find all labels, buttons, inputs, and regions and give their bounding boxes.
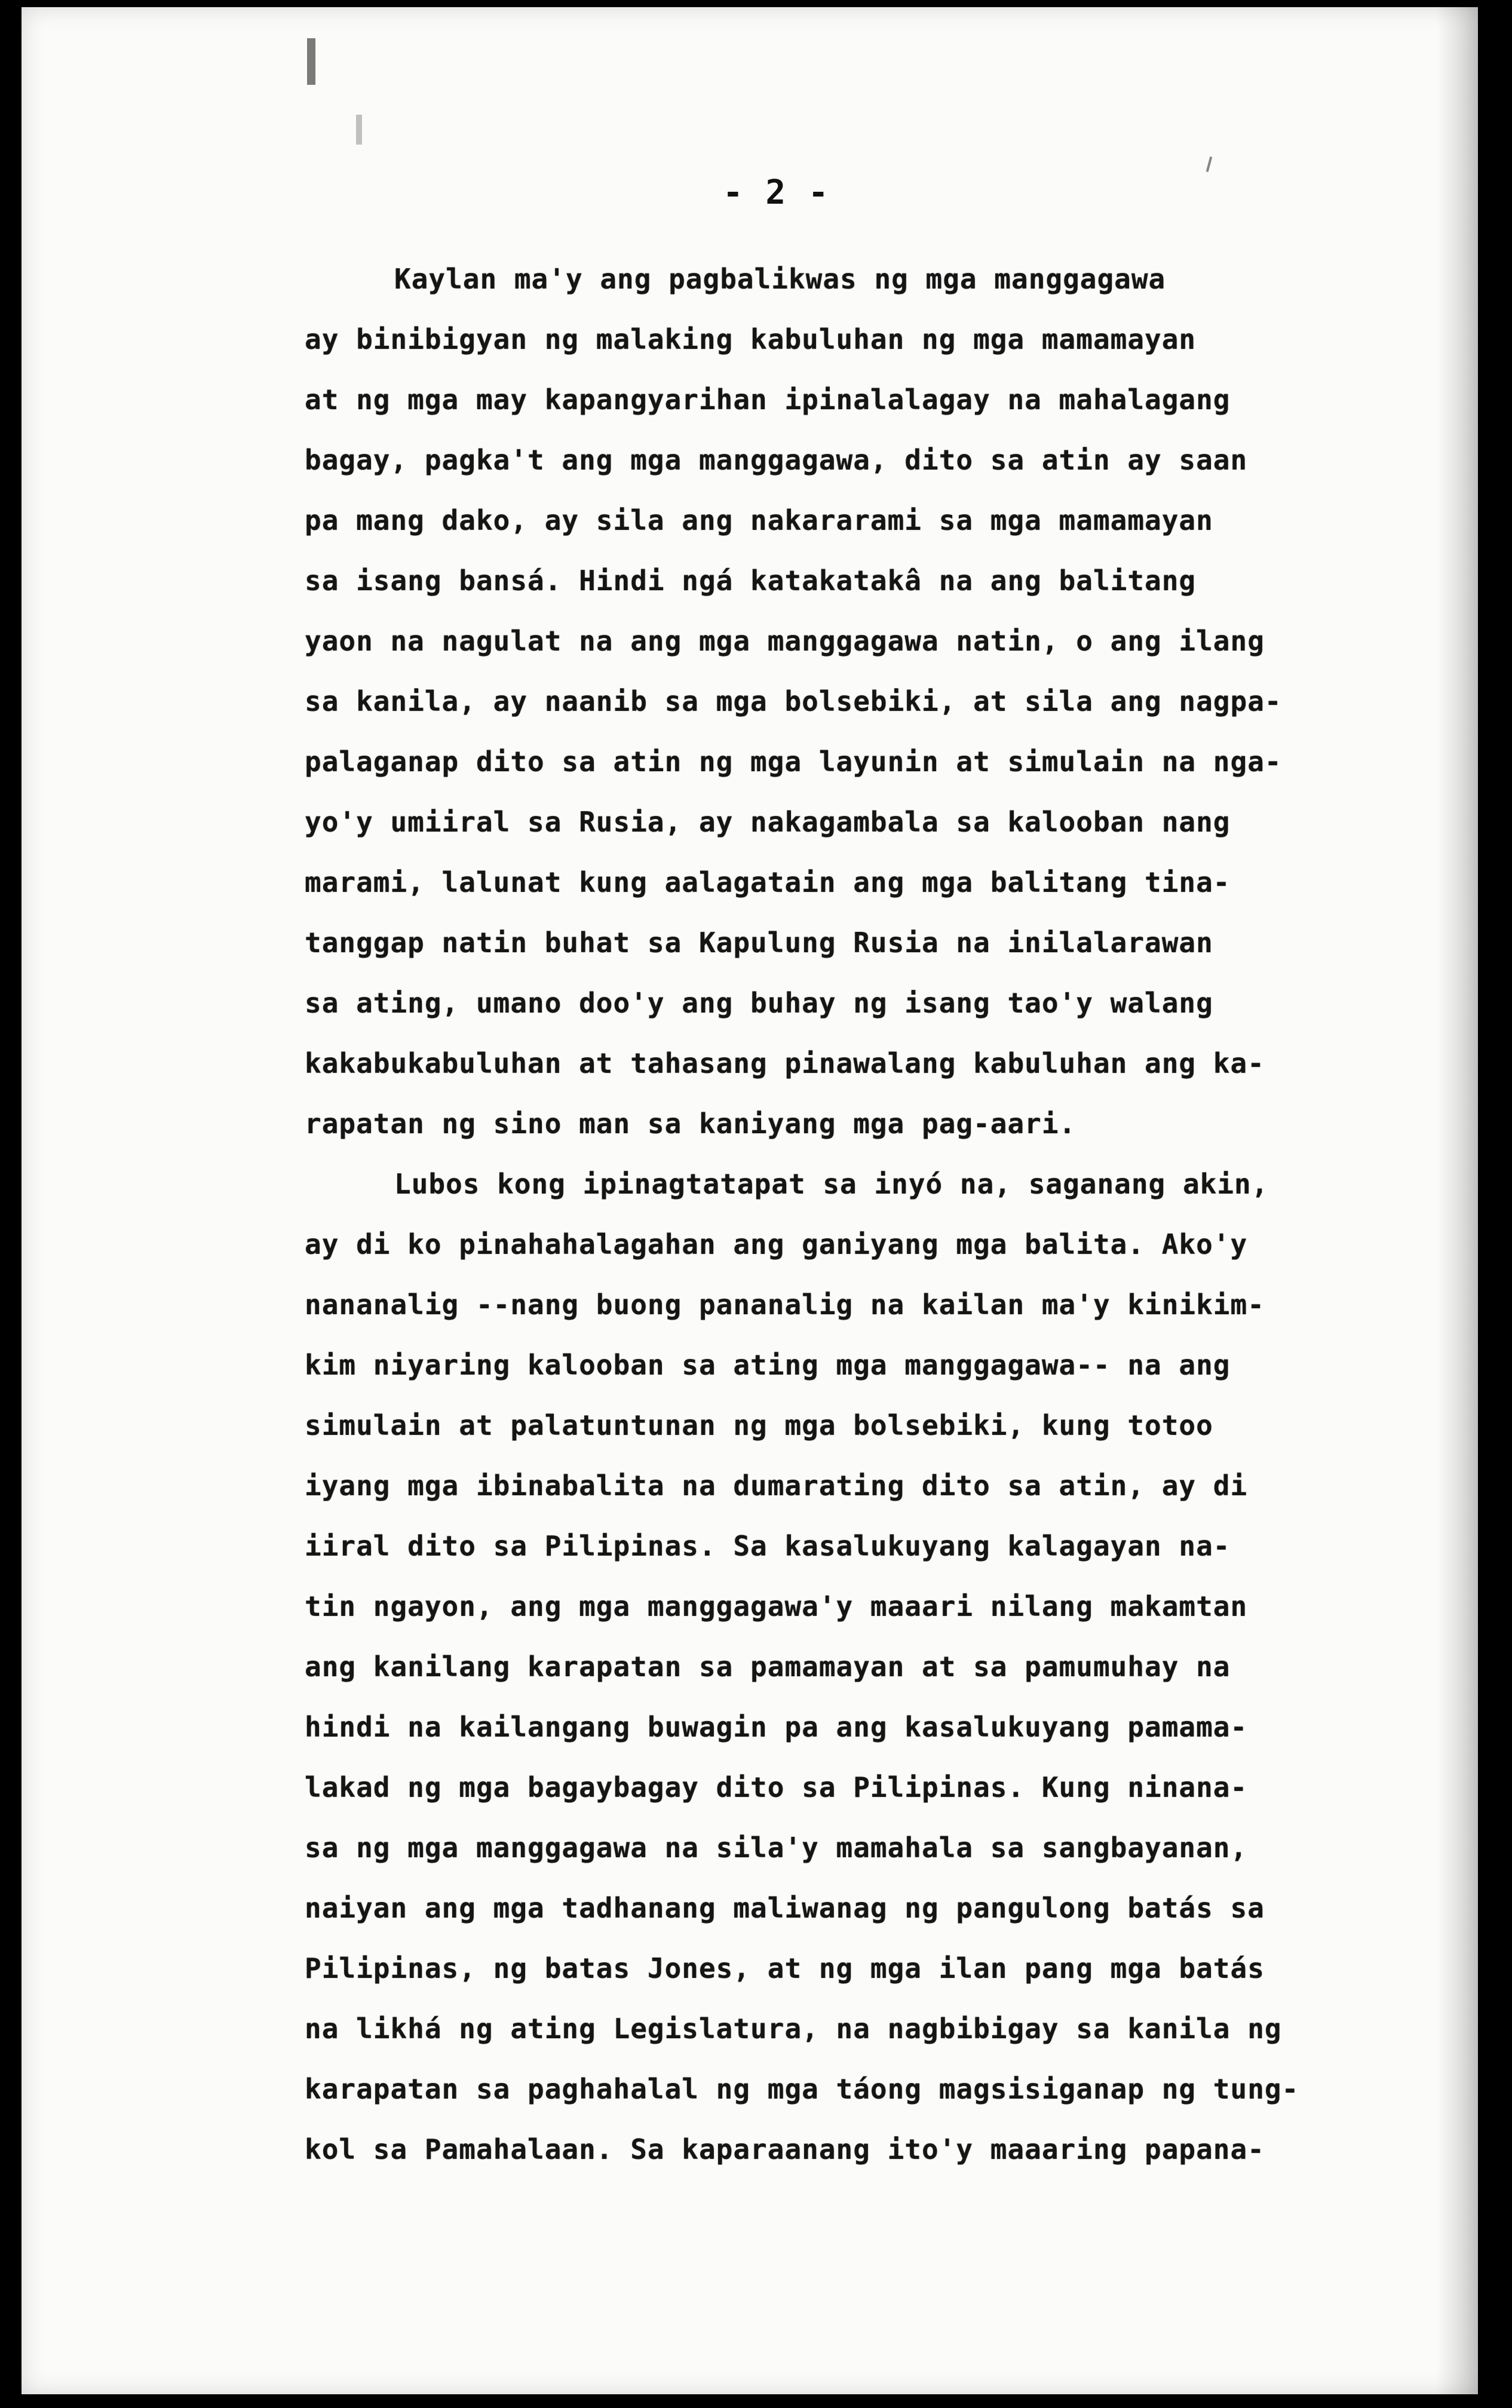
text-line: naiyan ang mga tadhanang maliwanag ng pangulong batás sa <box>305 1892 1265 1924</box>
scan-artifact-mark <box>1206 157 1213 172</box>
text-line: rapatan ng sino man sa kaniyang mga pag-aari. <box>305 1108 1077 1140</box>
text-line: kakabukabuluhan at tahasang pinawalang kabuluhan ang ka- <box>305 1047 1265 1079</box>
text-line: kim niyaring kalooban sa ating mga manggagawa-- na ang <box>305 1349 1231 1381</box>
text-line: simulain at palatuntunan ng mga bolsebiki, kung totoo <box>305 1409 1213 1441</box>
text-line: kol sa Pamahalaan. Sa kaparaanang ito'y maaaring papana- <box>305 2133 1265 2165</box>
paper-edge-shadow <box>1436 7 1478 2394</box>
text-line: sa isang bansá. Hindi ngá katakatakâ na ang balitang <box>305 565 1197 597</box>
text-line: ay di ko pinahahalagahan ang ganiyang mga balita. Ako'y <box>305 1228 1248 1260</box>
scan-artifact-mark <box>307 38 315 85</box>
text-line: marami, lalunat kung aalagatain ang mga balitang tina- <box>305 866 1231 898</box>
text-line: yaon na nagulat na ang mga manggagawa natin, o ang ilang <box>305 625 1265 657</box>
text-line: yo'y umiiral sa Rusia, ay nakagambala sa kalooban nang <box>305 806 1231 838</box>
text-line: Lubos kong ipinagtatapat sa inyó na, saganang akin, <box>394 1168 1269 1200</box>
text-line: iyang mga ibinabalita na dumarating dito sa atin, ay di <box>305 1470 1248 1502</box>
text-line: sa ating, umano doo'y ang buhay ng isang tao'y walang <box>305 987 1213 1019</box>
text-line: karapatan sa paghahalal ng mga táong magsisiganap ng tung- <box>305 2073 1299 2105</box>
text-line: Pilipinas, ng batas Jones, at ng mga ilan pang mga batás <box>305 1952 1265 1984</box>
text-line: sa kanila, ay naanib sa mga bolsebiki, at sila ang nagpa- <box>305 685 1282 717</box>
text-line: lakad ng mga bagaybagay dito sa Pilipinas. Kung ninana- <box>305 1771 1248 1803</box>
text-line: sa ng mga manggagawa na sila'y mamahala sa sangbayanan, <box>305 1832 1248 1864</box>
text-line: Kaylan ma'y ang pagbalikwas ng mga manggagawa <box>394 263 1166 295</box>
text-line: ay binibigyan ng malaking kabuluhan ng mga mamamayan <box>305 323 1197 355</box>
text-line: tanggap natin buhat sa Kapulung Rusia na inilalarawan <box>305 927 1213 959</box>
typewritten-body <box>305 263 1338 2194</box>
text-line: nananalig --nang buong pananalig na kailan ma'y kinikim- <box>305 1289 1265 1321</box>
text-line: at ng mga may kapangyarihan ipinalalagay na mahalagang <box>305 384 1231 416</box>
text-line: pa mang dako, ay sila ang nakararami sa mga mamamayan <box>305 504 1213 536</box>
text-line: palaganap dito sa atin ng mga layunin at simulain na nga- <box>305 746 1282 778</box>
text-line: na likhá ng ating Legislatura, na nagbibigay sa kanila ng <box>305 2013 1282 2045</box>
text-line: ang kanilang karapatan sa pamamayan at sa pamumuhay na <box>305 1651 1231 1683</box>
text-line: iiral dito sa Pilipinas. Sa kasalukuyang kalagayan na- <box>305 1530 1231 1562</box>
text-line: tin ngayon, ang mga manggagawa'y maaari nilang makamtan <box>305 1590 1248 1622</box>
text-line: hindi na kailangang buwagin pa ang kasalukuyang pamama- <box>305 1711 1248 1743</box>
scan-artifact-mark <box>356 115 362 145</box>
text-line: bagay, pagka't ang mga manggagawa, dito sa atin ay saan <box>305 444 1248 476</box>
page-number: - 2 - <box>723 173 830 212</box>
